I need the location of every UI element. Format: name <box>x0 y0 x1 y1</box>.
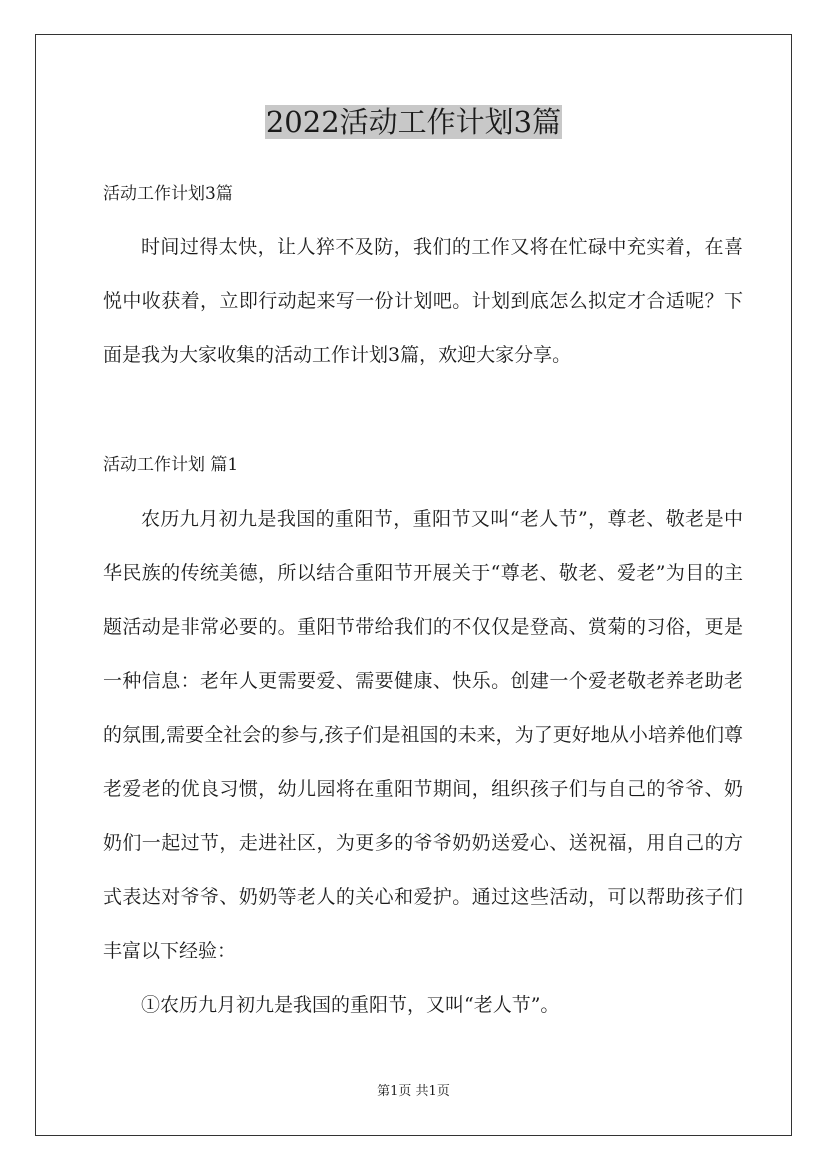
document-title-text: 2022活动工作计划3篇 <box>265 105 562 139</box>
document-subtitle: 活动工作计划3篇 <box>103 184 233 204</box>
section-1-paragraph: 农历九月初九是我国的重阳节，重阳节又叫“老人节”，尊老、敬老是中华民族的传统美德，所以结合重阳节开展关于“尊老、敬老、爱老”为目的主题活动是非常必要的。重阳节带给我们的不仅仅是登高、赏菊的习俗，更是一种信息：老年人更需要爱、需要健康、快乐。创建一个爱老敬老养老助老的氛围,需要全社会的参与,孩子们是祖国的未来，为了更好地从小培养他们尊老爱老的优良习惯，幼儿园将在重阳节期间，组织孩子们与自己的爷爷、奶奶们一起过节，走进社区，为更多的爷爷奶奶送爱心、送祝福，用自己的方式表达对爷爷、奶奶等老人的关心和爱护。通过这些活动，可以帮助孩子们丰富以下经验： <box>103 508 743 962</box>
section-1-list-item: ①农历九月初九是我国的重阳节，又叫“老人节”。 <box>141 994 560 1016</box>
section-heading-1: 活动工作计划 篇1 <box>103 455 239 475</box>
document-title <box>0 100 827 144</box>
intro-paragraph: 时间过得太快，让人猝不及防，我们的工作又将在忙碌中充实着，在喜悦中收获着，立即行动起来写一份计划吧。计划到底怎么拟定才合适呢？下面是我为大家收集的活动工作计划3篇，欢迎大家分享。 <box>103 236 743 366</box>
page-footer: 第1页 共1页 <box>377 1084 450 1099</box>
